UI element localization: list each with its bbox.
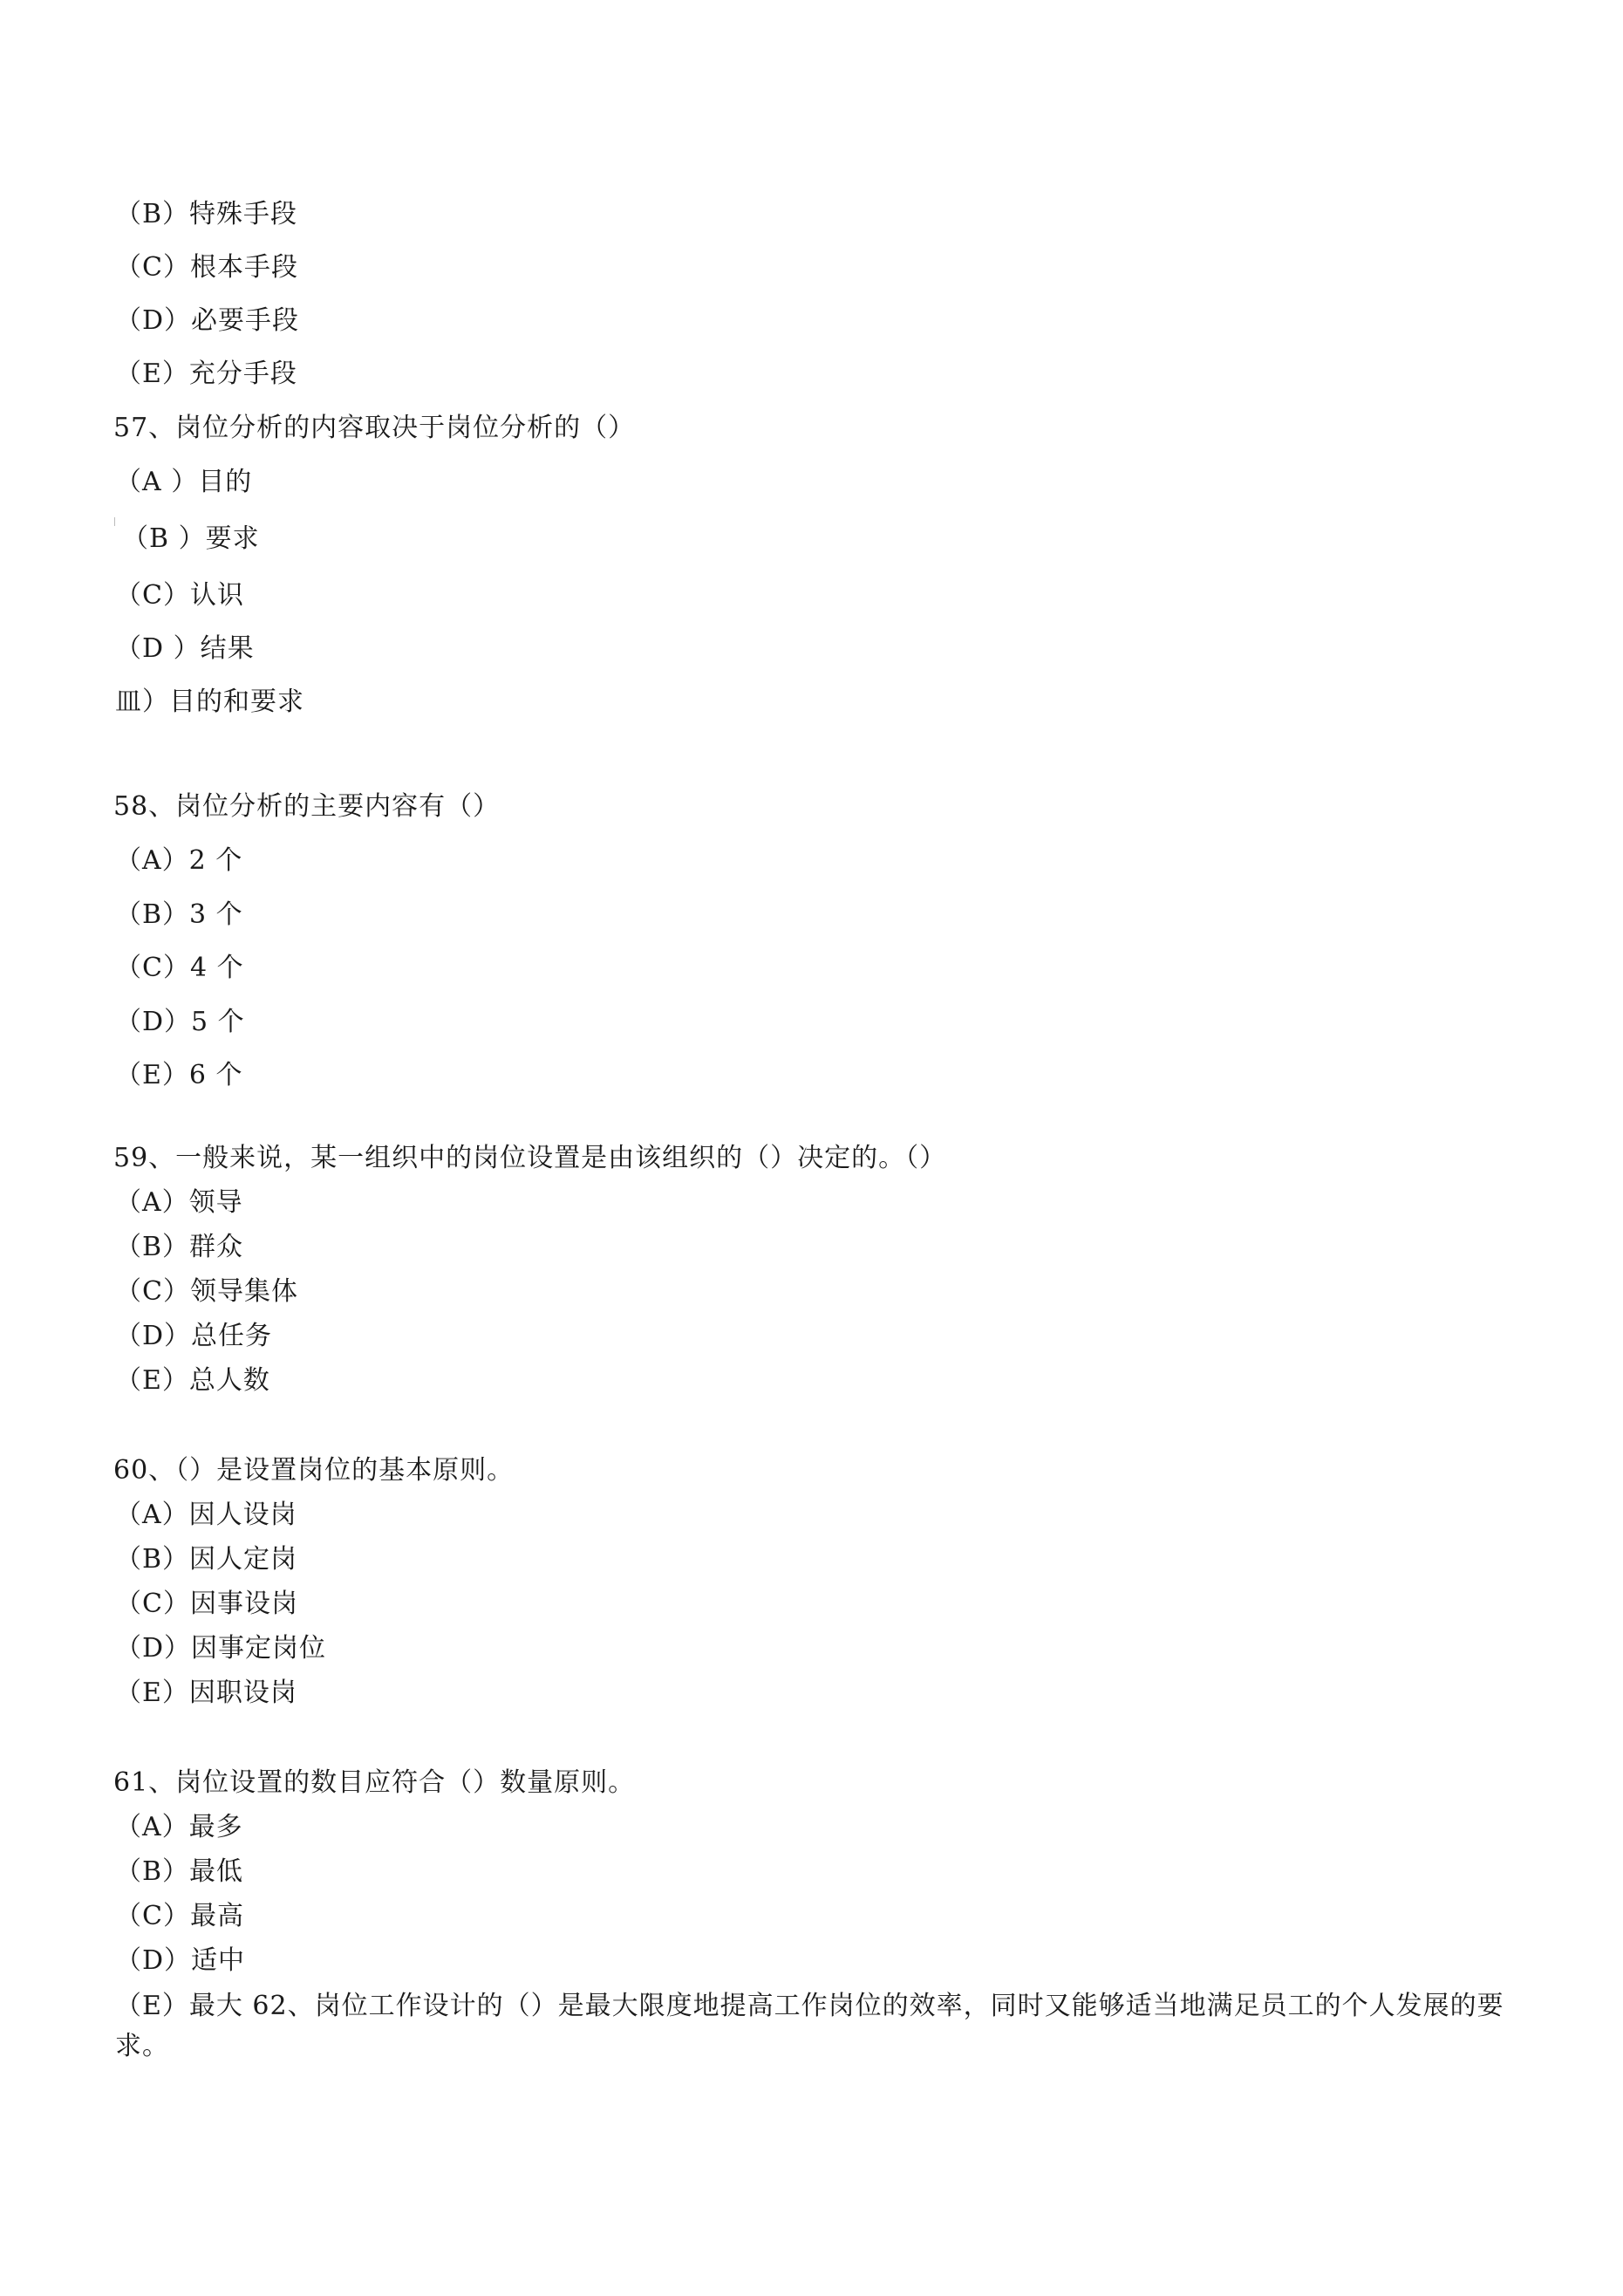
option-line: （B）3 个 <box>115 899 243 930</box>
option-line: （B）特殊手段 <box>115 199 298 229</box>
option-line: （C）根本手段 <box>115 252 298 283</box>
question-61: 61、岗位设置的数目应符合（）数量原则。 <box>113 1767 636 1798</box>
option-line: 皿）目的和要求 <box>115 687 304 717</box>
option-line: （A）2 个 <box>115 845 243 876</box>
option-line: （E）6 个 <box>115 1060 243 1090</box>
option-line: （C）最高 <box>115 1901 244 1931</box>
option-line: （B）最低 <box>115 1856 244 1887</box>
option-line: （B）群众 <box>115 1232 244 1262</box>
stray-mark <box>114 517 115 526</box>
option-line: （E）充分手段 <box>115 359 297 389</box>
option-line: （D ）结果 <box>115 633 255 664</box>
question-60: 60、（）是设置岗位的基本原则。 <box>113 1455 515 1486</box>
option-line: （C）因事设岗 <box>115 1589 298 1619</box>
option-line: （D）必要手段 <box>115 305 300 336</box>
option-line: （C）领导集体 <box>115 1276 298 1307</box>
option-line: （A）领导 <box>115 1187 243 1218</box>
question-59: 59、一般来说，某一组织中的岗位设置是由该组织的（）决定的。（） <box>113 1143 947 1173</box>
option-line: （B ）要求 <box>122 523 260 554</box>
option-line: （E）因职设岗 <box>115 1678 297 1708</box>
option-line: （D）总任务 <box>115 1321 273 1351</box>
option-line: （C）认识 <box>115 580 244 611</box>
option-line: （D）5 个 <box>115 1007 245 1037</box>
option-line: （D）因事定岗位 <box>115 1633 327 1664</box>
option-line: （C）4 个 <box>115 953 244 983</box>
option-line: （D）适中 <box>115 1945 246 1976</box>
question-58: 58、岗位分析的主要内容有（） <box>113 791 501 822</box>
option-line: （A ）目的 <box>115 467 253 497</box>
option-line: （B）因人定岗 <box>115 1544 298 1575</box>
option-line: （A）因人设岗 <box>115 1500 297 1530</box>
option-line-with-question-62: （E）最大 62、岗位工作设计的（）是最大限度地提高工作岗位的效率，同时又能够适当地满足员工的个人发展的要求。 <box>115 1991 1504 2061</box>
option-line: （E）总人数 <box>115 1365 270 1396</box>
question-57: 57、岗位分析的内容取决于岗位分析的（） <box>113 413 636 443</box>
option-line: （A）最多 <box>115 1812 243 1842</box>
